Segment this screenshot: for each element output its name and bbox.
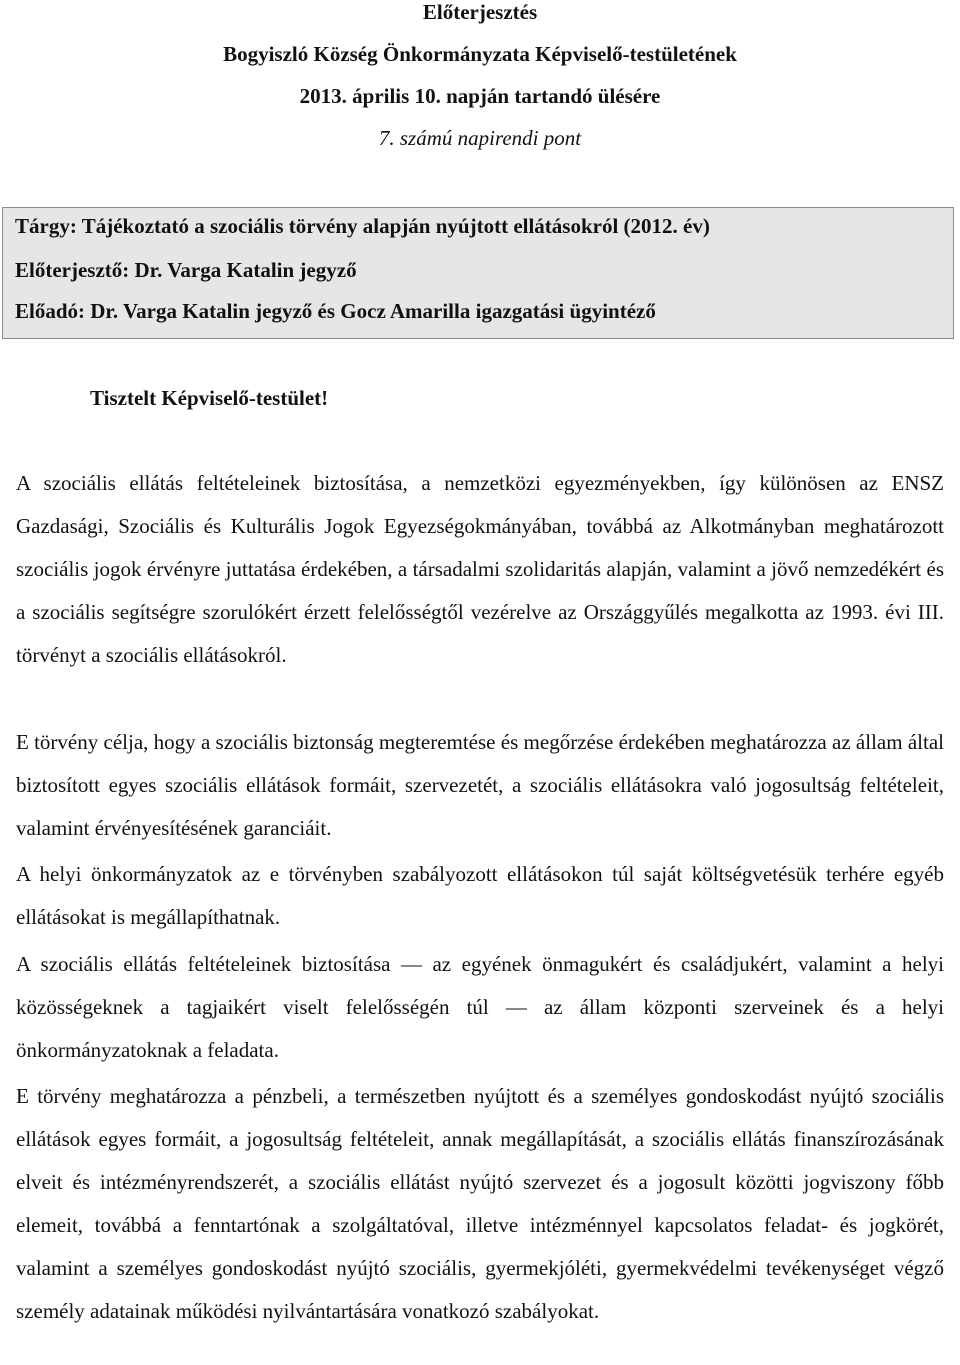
paragraph-2: E törvény célja, hogy a szociális biztonság megteremtése és megőrzése érdekében meghatározza az állam által biztosított egyes szociális ellátások formáit, szervezetét, a szociális ellátásokra való jogosultság feltételeit, valamint érvényesítésének garanciáit. [16, 730, 944, 840]
subject-line: Tárgy: Tájékoztató a szociális törvény alapján nyújtott ellátásokról (2012. év) [15, 214, 710, 238]
agenda-item: 7. számú napirendi pont [378, 126, 582, 150]
subject-box [2, 207, 954, 339]
document-title: Előterjesztés [422, 0, 538, 24]
paragraph-3: A helyi önkormányzatok az e törvényben szabályozott ellátásokon túl saját költségvetésük terhére egyéb ellátásokat is megállapíthatnak. [16, 862, 944, 929]
salutation: Tisztelt Képviselő-testület! [90, 386, 329, 410]
submitter-line: Előterjesztő: Dr. Varga Katalin jegyző [15, 258, 357, 282]
meeting-date: 2013. április 10. napján tartandó ülésére [299, 84, 661, 108]
paragraph-5: E törvény meghatározza a pénzbeli, a természetben nyújtott és a személyes gondoskodást nyújtó szociális ellátások egyes formáit, a jogosultság feltételeit, annak megállapítását, a szociális ellátás finanszírozásának elveit és intézményrendszerét, a szociális ellátást nyújtó szervezet és a jogosult közötti jogviszony főbb elemeit, továbbá a fenntartónak a szolgáltatóval, illetve intézménnyel kapcsolatos feladat- és jogkörét, valamint a személyes gondoskodást nyújtó szociális, gyermekjóléti, gyermekvédelmi tevékenységet végző személy adatainak működési nyilvántartására vonatkozó szabályokat. [16, 1084, 944, 1323]
presenter-line: Előadó: Dr. Varga Katalin jegyző és Gocz Amarilla igazgatási ügyintéző [15, 299, 656, 323]
paragraph-1: A szociális ellátás feltételeinek biztosítása, a nemzetközi egyezményekben, így különösen az ENSZ Gazdasági, Szociális és Kulturális Jogok Egyezségokmányában, továbbá az Alkotmányban meghatározott szociális jogok érvényre juttatása érdekében, a társadalmi szolidaritás alapján, valamint a jövő nemzedékért és a szociális segítségre szorulókért érzett felelősségtől vezérelve az Országgyűlés megalkotta az 1993. évi III. törvényt a szociális ellátásokról. [16, 471, 944, 667]
paragraph-4: A szociális ellátás feltételeinek biztosítása — az egyének önmagukért és családjukért, valamint a helyi közösségeknek a tagjaikért viselt felelősségén túl — az állam központi szerveinek és a helyi önkormányzatoknak a feladata. [16, 952, 944, 1062]
council-name: Bogyiszló Község Önkormányzata Képviselő-testületének [223, 42, 737, 66]
